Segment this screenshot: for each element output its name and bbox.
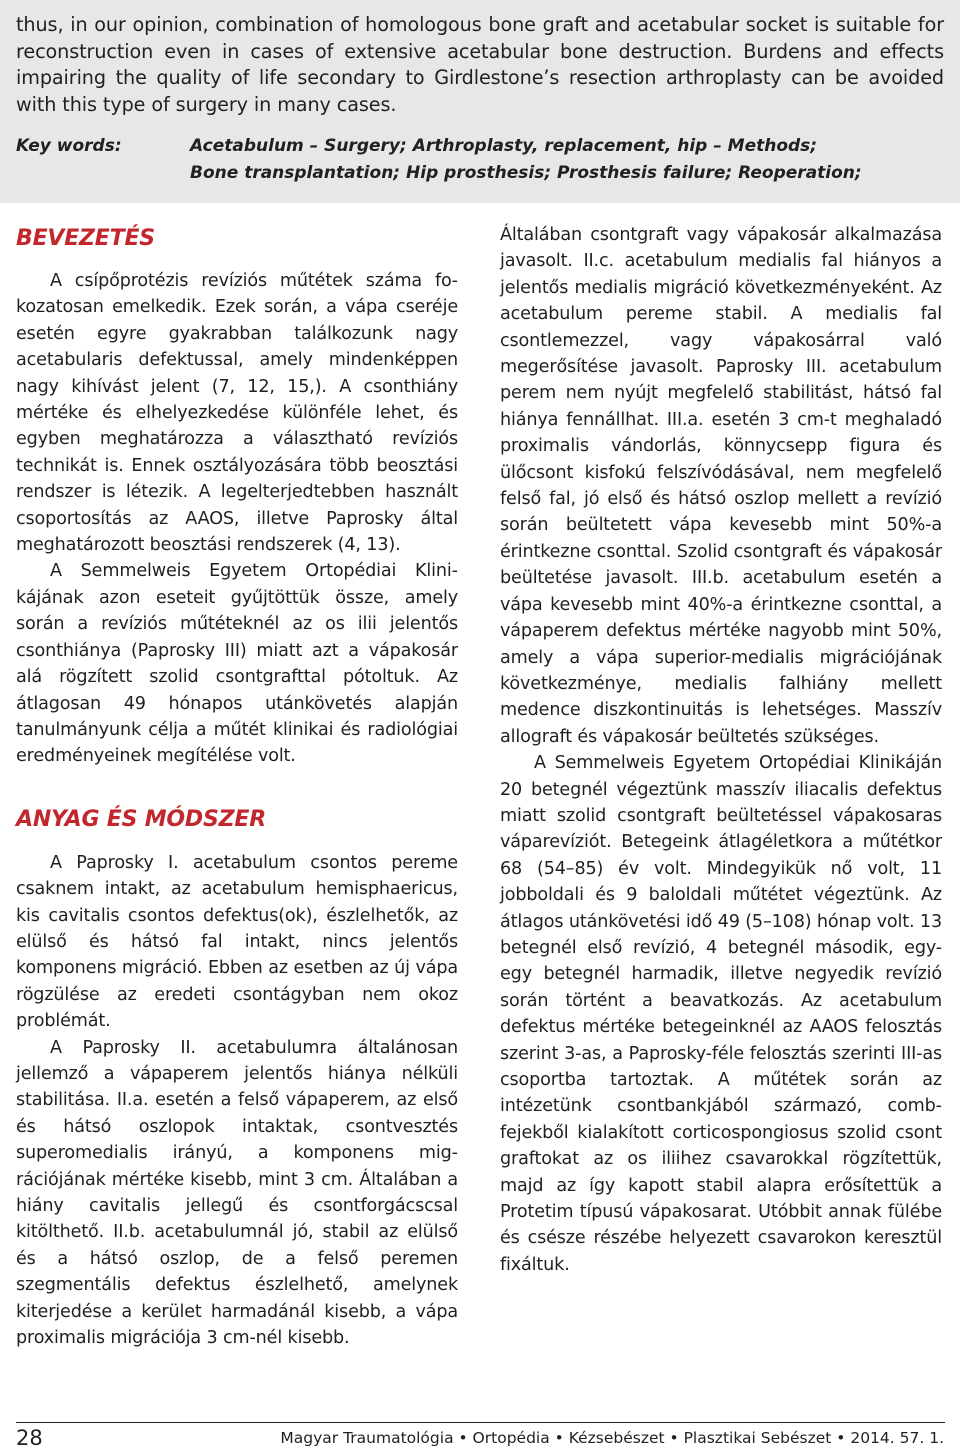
journal-title: Magyar Traumatológia • Ortopédia • Kézsebészet • Plasztikai Sebészet • 2014. 57. 1. (280, 1429, 944, 1447)
footer-rule (16, 1422, 945, 1423)
keywords-line-1: Acetabulum – Surgery; Arthroplasty, replacement, hip – Methods; (190, 136, 818, 156)
paragraph-right-1: Általában csontgraft vagy vápakosár alkalmazása javasolt. II.c. acetabulum medialis fal hiányos a jelentős medialis migráció következményeként. Az acetabulum pereme stabil. A medialis fal csontlemezzel, vagy vápakosárral való megerősítése javasolt. Paprosky III. acetabulum perem nem nyújt megfelelő stabilitást, hátsó fal hiánya fennállhat. III.a. esetén 3 cm-t meghaladó proximalis vándorlás, könnycsepp figura és ülőcsont kisfokú felszívódásával, nem megfelelő felső fal, jó első és hátsó oszlop mellett a revízió során beültetett vápa kevesebb mint 50%-a érintkezne csonttal. Szolid csontgraft és vápakosár beültetése javasolt. III.b. acetabulum esetén a vápa kevesebb mint 40%-a érintkezne csonttal, a vápaperem defektus mértéke nagyobb mint 50%, amely a vápa superior-medialis migrációjának következménye, medialis falhiány mellett medence diszkontinuitás is lehetséges. Masszív allograft és vápakosár beültetés szükséges. (500, 225, 942, 747)
section-heading-bevezetes: BEVEZETÉS (16, 226, 155, 251)
keywords-label: Key words: (16, 136, 122, 156)
page-number: 28 (16, 1426, 43, 1450)
section-heading-anyag: ANYAG ÉS MÓDSZER (16, 806, 266, 832)
keywords-values (190, 133, 950, 187)
keywords-line-2: Bone transplantation; Hip prosthesis; Prosthesis failure; Reoperation; (190, 163, 862, 183)
paragraph-anyag-1: A Paprosky I. acetabulum csontos pereme csaknem intakt, az acetabulum hemisphaericus, kis cavitalis csontos defektus(ok), észlelhetők, az elülső és hátsó fal intakt, nincs jelentős komponens migráció. Ebben az esetben az új vápa rögzülése az eredeti csontágyban nem okoz problémát. (16, 852, 458, 1032)
right-column (500, 222, 942, 1278)
paragraph-bevezetes-2: A Semmelweis Egyetem Ortopédiai Klinikájának azon eseteit gyűjtöttük össze, amely során a revíziós műtéteknél az os ilii jelentős csonthiánya (Paprosky III) miatt azt a vápakosár alá rögzített szolid csontgrafttal pótoltuk. Az átlagosan 49 hónapos utánkövetés alapján tanulmányunk célja a műtét klinikai és radiológiai eredményeinek megítélése volt. (16, 561, 458, 767)
abstract-text: thus, in our opinion, combination of homologous bone graft and acetabular socket is suitable for reconstruction even in cases of extensive acetabular bone destruction. Burdens and effects impairing the quality of life secondary to Girdlestone’s resection arthroplasty can be avoided with this type of surgery in many cases. (16, 13, 944, 117)
paragraph-bevezetes-1: A csípőprotézis revíziós műtétek száma fokozatosan emelkedik. Ezek során, a vápa cseréje esetén egyre gyakrabban találkozunk nagy acetabularis defektussal, amely mindenképpen nagy kihívást jelent (7, 12, 15,). A csonthiány mértéke és elhelyezkedése különféle lehet, és egyben meghatározza a választható revíziós technikát is. Ennek osztályozására több beosztási rendszer is létezik. A legelterjedtebben használt csoportosítás az AAOS, illetve Paprosky által meghatározott beosztási rendszerek (4, 13). (16, 271, 458, 556)
left-column (16, 222, 458, 1351)
paragraph-right-2: A Semmelweis Egyetem Ortopédiai Klinikáján 20 betegnél végeztünk masszív iliacalis defektus miatt szolid csontgraft beültetéssel vápakosaras váparevíziót. Betegeink átlagéletkora a műtétkor 68 (54–85) év volt. Mindegyikük nő volt, 11 jobboldali és 9 baloldali műtétet végeztünk. Az átlagos utánkövetési idő 49 (5–108) hónap volt. 13 betegnél első revízió, 4 betegnél második, egy-egy betegnél harmadik, illetve negyedik revízió során történt a beavatkozás. Az acetabulum defektus mértéke betegeinknél az AAOS felosztás szerint 3-as, a Paprosky-féle felosztás szerinti III-as csoportba tartoztak. A műtétek során az intézetünk csontbankjából származó, combfejekből kialakított corticospongiosus szolid csont graftokat az os iliihez csavarokkal rögzítettük, majd az így kapott stabil alapra erősítettük a Protetim típusú vápakosarat. Utóbbit annak fülébe és csésze részébe helyezett csavarokon keresztül fixáltuk. (500, 753, 942, 1275)
paragraph-anyag-2: A Paprosky II. acetabulumra általánosan jellemző a vápaperem jelentős hiánya nélküli stabilitása. II.a. esetén a felső vápaperem, az első és hátsó oszlopok intaktak, csontvesztés superomedialis irányú, a komponens migrációjának mértéke kisebb, mint 3 cm. Általában a hiány cavitalis jellegű és csontforgácscsal kitölthető. II.b. acetabulumnál jó, stabil az elülső és a hátsó oszlop, de a felső peremen szegmentális defektus észlelhető, amelynek kiterjedése a kerület harmadánál kisebb, a vápa proximalis migrációja 3 cm-nél kisebb. (16, 1037, 458, 1349)
